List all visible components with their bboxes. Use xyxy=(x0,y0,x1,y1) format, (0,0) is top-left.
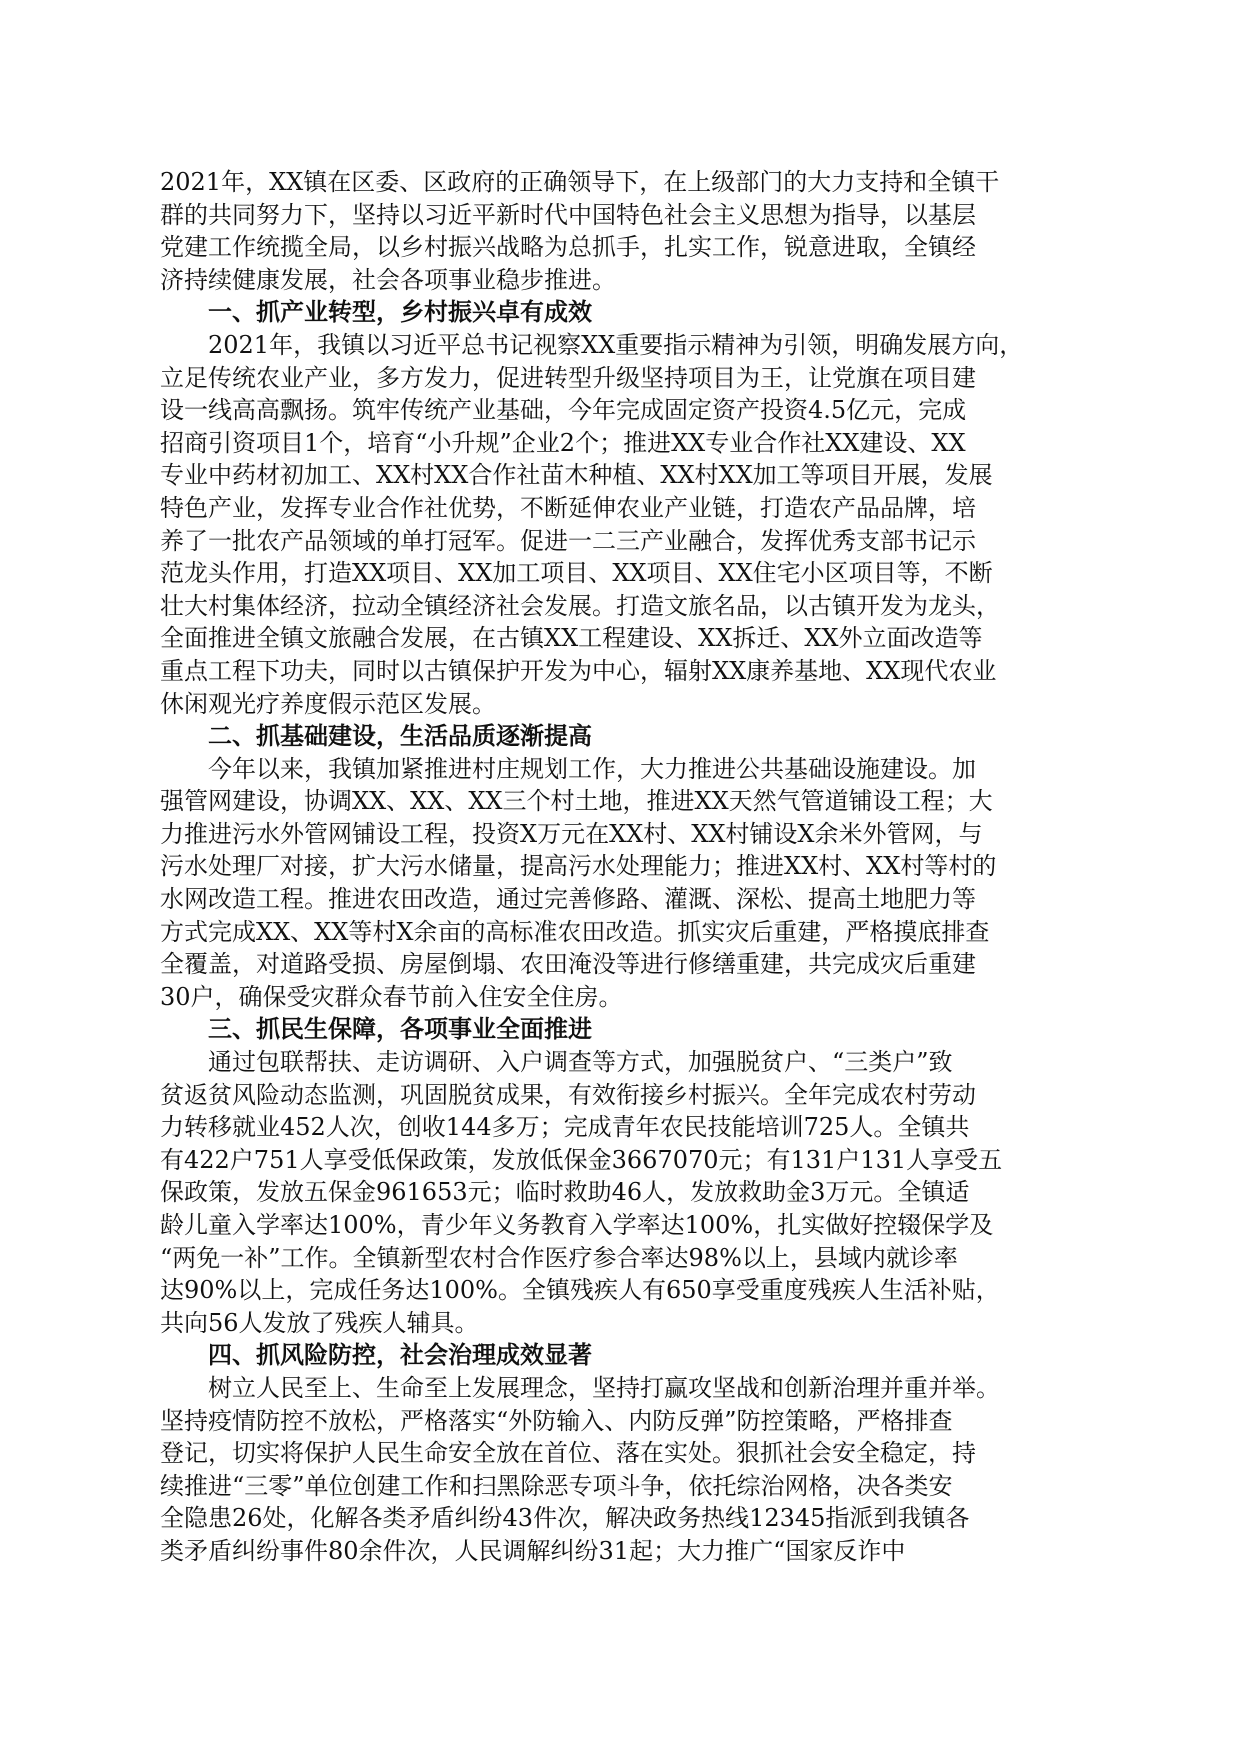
paragraph xyxy=(160,166,1100,296)
text-line: 水网改造工程。推进农田改造，通过完善修路、灌溉、深松、提高土地肥力等 xyxy=(160,885,976,914)
heading-text: 二、抓基础建设，生活品质逐渐提高 xyxy=(208,722,592,751)
text-line: 范龙头作用，打造XX项目、XX加工项目、XX项目、XX住宅小区项目等，不断 xyxy=(160,559,993,588)
text-line: 保政策，发放五保金961653元；临时救助46人，发放救助金3万元。全镇适 xyxy=(160,1178,970,1207)
text-line: 登记，切实将保护人民生命安全放在首位、落在实处。狠抓社会安全稳定，持 xyxy=(160,1439,976,1468)
text-line: 续推进“三零”单位创建工作和扫黑除恶专项斗争，依托综治网格，决各类安 xyxy=(160,1471,953,1500)
text-line: 污水处理厂对接，扩大污水储量，提高污水处理能力；推进XX村、XX村等村的 xyxy=(160,852,997,881)
text-line: 类矛盾纠纷事件80余件次，人民调解纠纷31起；大力推广“国家反诈中 xyxy=(160,1536,906,1565)
text-line: 特色产业，发挥专业合作社优势，不断延伸农业产业链，打造农产品品牌，培 xyxy=(160,493,976,522)
text-line: 达90%以上，完成任务达100%。全镇残疾人有650享受重度残疾人生活补贴， xyxy=(160,1276,1000,1305)
text-line: 招商引资项目1个，培育“小升规”企业2个；推进XX专业合作社XX建设、XX xyxy=(160,428,966,457)
text-line: 2021年，我镇以习近平总书记视察XX重要指示精神为引领，明确发展方向， xyxy=(208,330,1024,359)
text-line: 休闲观光疗养度假示范区发展。 xyxy=(160,689,496,718)
text-line: 专业中药材初加工、XX村XX合作社苗木种植、XX村XX加工等项目开展，发展 xyxy=(160,461,993,490)
paragraph xyxy=(160,1046,1100,1339)
text-line: 全隐患26处，化解各类矛盾纠纷43件次，解决政务热线12345指派到我镇各 xyxy=(160,1504,970,1533)
section-heading xyxy=(160,1339,1100,1372)
heading-text: 四、抓风险防控，社会治理成效显著 xyxy=(208,1341,592,1370)
document-body xyxy=(160,166,1100,1568)
text-line: 通过包联帮扶、走访调研、入户调查等方式，加强脱贫户、“三类户”致 xyxy=(208,1048,953,1077)
text-line: 贫返贫风险动态监测，巩固脱贫成果，有效衔接乡村振兴。全年完成农村劳动 xyxy=(160,1080,976,1109)
text-line: “两免一补”工作。全镇新型农村合作医疗参合率达98%以上，县域内就诊率 xyxy=(160,1243,958,1272)
text-line: 树立人民至上、生命至上发展理念，坚持打赢攻坚战和创新治理并重并举。 xyxy=(208,1373,1000,1402)
text-line: 2021年，XX镇在区委、区政府的正确领导下，在上级部门的大力支持和全镇干 xyxy=(160,168,1000,196)
paragraph xyxy=(160,1372,1100,1568)
text-line: 设一线高高飘扬。筑牢传统产业基础，今年完成固定资产投资4.5亿元，完成 xyxy=(160,396,967,425)
text-line: 共向56人发放了残疾人辅具。 xyxy=(160,1308,479,1337)
text-line: 壮大村集体经济，拉动全镇经济社会发展。打造文旅名品，以古镇开发为龙头， xyxy=(160,591,1000,620)
text-line: 力转移就业452人次，创收144多万；完成青年农民技能培训725人。全镇共 xyxy=(160,1113,970,1142)
text-line: 30户，确保受灾群众春节前入住安全住房。 xyxy=(160,982,623,1011)
text-line: 坚持疫情防控不放松，严格落实“外防输入、内防反弹”防控策略，严格排查 xyxy=(160,1406,953,1435)
text-line: 立足传统农业产业，多方发力，促进转型升级坚持项目为王，让党旗在项目建 xyxy=(160,363,976,392)
section-heading xyxy=(160,1013,1100,1046)
text-line: 重点工程下功夫，同时以古镇保护开发为中心，辐射XX康养基地、XX现代农业 xyxy=(160,656,997,685)
text-line: 全覆盖，对道路受损、房屋倒塌、农田淹没等进行修缮重建，共完成灾后重建 xyxy=(160,950,976,979)
section-heading xyxy=(160,296,1100,329)
text-line: 力推进污水外管网铺设工程，投资X万元在XX村、XX村铺设X余米外管网，与 xyxy=(160,819,983,848)
text-line: 养了一批农产品领域的单打冠军。促进一二三产业融合，发挥优秀支部书记示 xyxy=(160,526,976,555)
text-line: 济持续健康发展，社会各项事业稳步推进。 xyxy=(160,265,616,294)
text-line: 方式完成XX、XX等村X余亩的高标准农田改造。抓实灾后重建，严格摸底排查 xyxy=(160,917,990,946)
paragraph xyxy=(160,329,1100,720)
text-line: 今年以来，我镇加紧推进村庄规划工作，大力推进公共基础设施建设。加 xyxy=(208,754,976,783)
section-heading xyxy=(160,720,1100,753)
paragraph xyxy=(160,753,1100,1014)
text-line: 龄儿童入学率达100%，青少年义务教育入学率达100%，扎实做好控辍保学及 xyxy=(160,1211,994,1239)
text-line: 强管网建设，协调XX、XX、XX三个村土地，推进XX天然气管道铺设工程；大 xyxy=(160,787,993,816)
text-line: 党建工作统揽全局，以乡村振兴战略为总抓手，扎实工作，锐意进取，全镇经 xyxy=(160,233,976,262)
text-line: 有422户751人享受低保政策，发放低保金3667070元；有131户131人享受五 xyxy=(160,1145,1003,1174)
heading-text: 三、抓民生保障，各项事业全面推进 xyxy=(208,1015,592,1044)
text-line: 群的共同努力下，坚持以习近平新时代中国特色社会主义思想为指导，以基层 xyxy=(160,200,976,229)
text-line: 全面推进全镇文旅融合发展，在古镇XX工程建设、XX拆迁、XX外立面改造等 xyxy=(160,624,983,653)
heading-text: 一、抓产业转型，乡村振兴卓有成效 xyxy=(208,298,592,327)
